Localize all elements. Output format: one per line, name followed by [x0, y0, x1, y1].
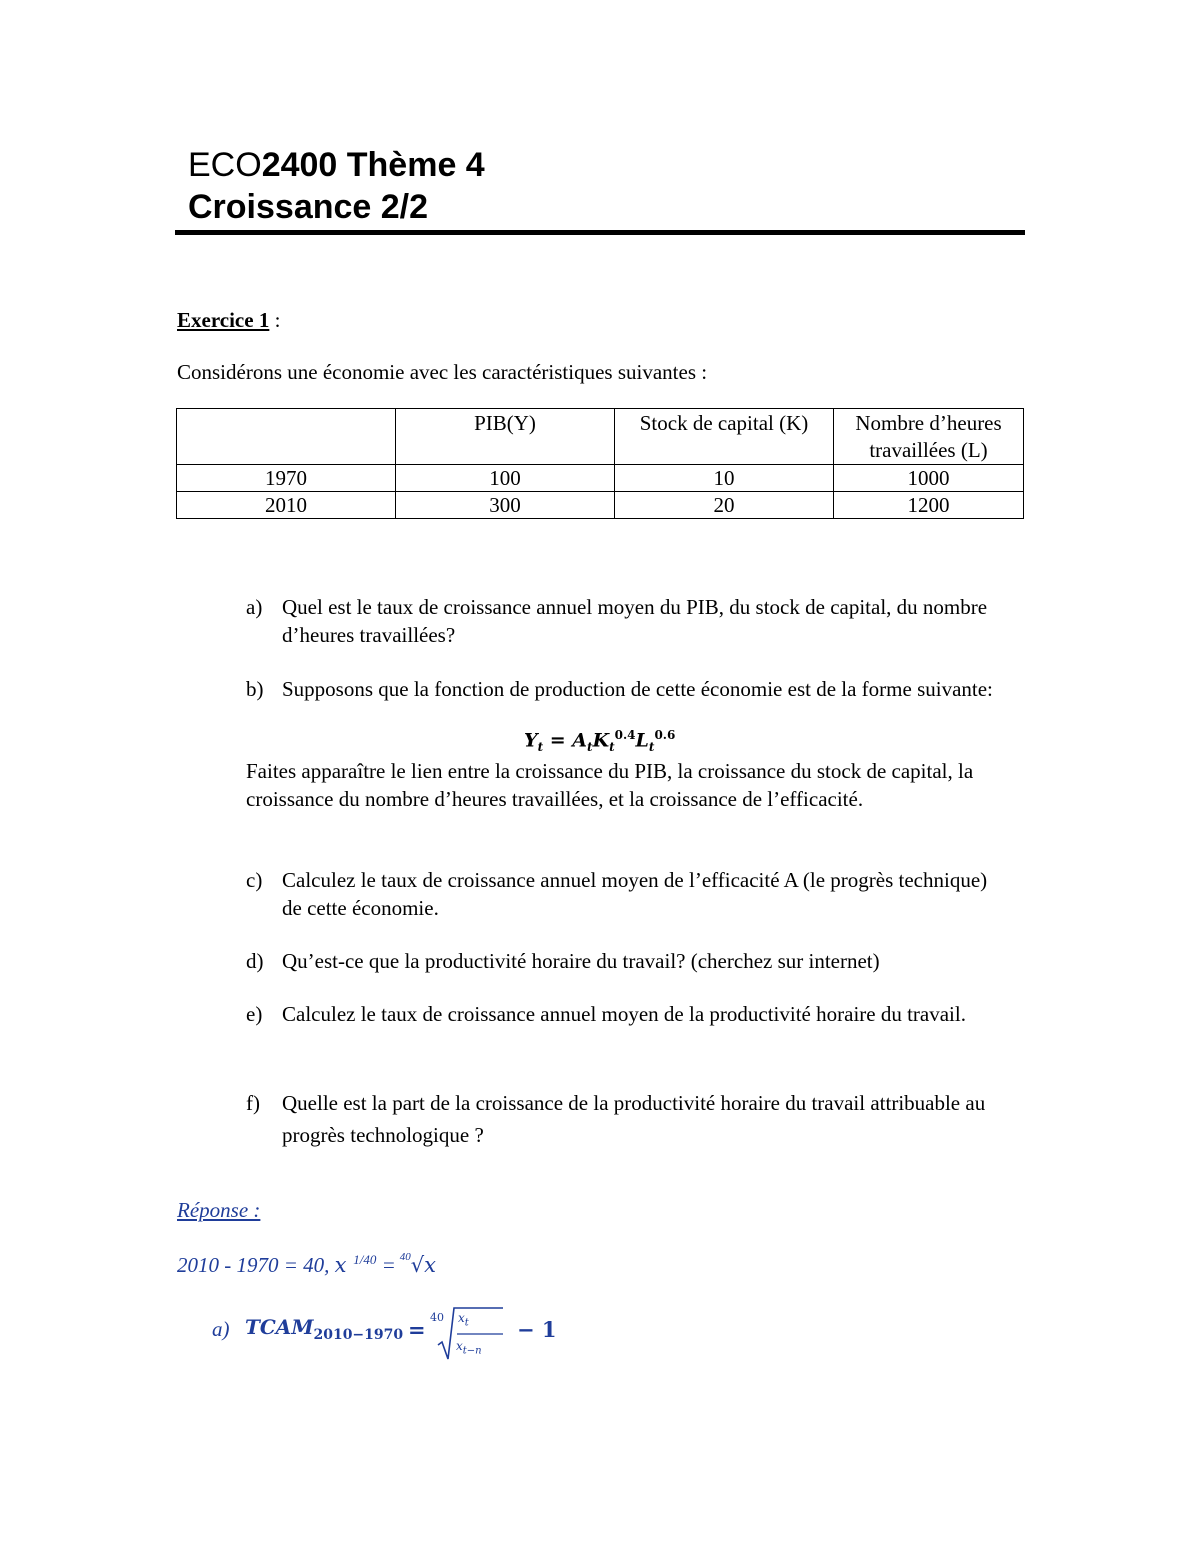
formula-exp-k: 0.4 — [614, 728, 636, 742]
question-text: Quel est le taux de croissance annuel moyen du PIB, du stock de capital, du nombre d’heures travaillées? — [282, 595, 988, 647]
formula-sub: t — [587, 740, 593, 755]
question-a — [246, 593, 1006, 649]
table-cell: 10 — [615, 465, 834, 492]
title-prefix: ECO — [188, 146, 262, 184]
title-rule — [175, 230, 1025, 235]
den-sub: t−n — [462, 1345, 482, 1357]
minus-one: − 1 — [517, 1317, 557, 1342]
exercise-heading-suffix: : — [269, 308, 281, 332]
tcam-eq: = — [408, 1317, 426, 1342]
question-text: Calculez le taux de croissance annuel moyen de l’efficacité A (le progrès technique) de cette économie. — [282, 868, 988, 920]
question-label: f) — [246, 1091, 260, 1115]
page-title — [188, 140, 485, 226]
question-text: Qu’est-ce que la productivité horaire du travail? (cherchez sur internet) — [282, 949, 880, 973]
question-text: Quelle est la part de la croissance de la productivité horaire du travail attribuable au progrès technologique ? — [282, 1091, 986, 1147]
table-header-cell — [177, 409, 396, 465]
table-cell: 300 — [396, 492, 615, 519]
formula-k: K — [592, 729, 610, 752]
table-header-cell: Stock de capital (K) — [615, 409, 834, 465]
root-index: 40 — [399, 1251, 411, 1263]
table-cell: 20 — [615, 492, 834, 519]
exercise-intro: Considérons une économie avec les caractéristiques suivantes : — [177, 360, 708, 384]
question-label: d) — [246, 949, 264, 973]
table-row — [177, 465, 1024, 492]
tcam-text: TCAM — [245, 1315, 314, 1339]
question-label: e) — [246, 1002, 263, 1026]
response-x: x — [334, 1253, 354, 1277]
response-a-label: a) — [212, 1317, 230, 1341]
root-var: √x — [410, 1253, 436, 1277]
response-heading: Réponse : — [177, 1198, 261, 1222]
question-b — [246, 675, 1006, 703]
formula-exp-l: 0.6 — [654, 728, 676, 742]
question-label: a) — [246, 595, 263, 619]
response-line-2 — [212, 1305, 612, 1365]
response-eq: = — [376, 1253, 396, 1277]
table-cell: 1200 — [834, 492, 1024, 519]
num-sub: t — [464, 1317, 469, 1329]
formula-l: L — [635, 729, 649, 752]
data-table — [176, 408, 1024, 519]
question-c — [246, 866, 1006, 922]
formula-eq: = — [549, 729, 566, 752]
table-cell: 2010 — [177, 492, 396, 519]
title-course: 2400 Thème 4 — [261, 146, 485, 184]
table-header-cell: Nombre d’heures travaillées (L) — [834, 409, 1024, 465]
question-label: b) — [246, 677, 264, 701]
table-row — [177, 492, 1024, 519]
table-cell: 1970 — [177, 465, 396, 492]
formula-sub: t — [609, 740, 615, 755]
question-text: Calculez le taux de croissance annuel moyen de la productivité horaire du travail. — [282, 1002, 966, 1026]
question-d — [246, 947, 1006, 975]
response-line-1 — [177, 1251, 436, 1278]
response-exp: 1/40 — [353, 1252, 377, 1267]
tcam-symbol — [245, 1315, 403, 1343]
root-index: 40 — [430, 1311, 444, 1324]
question-e — [246, 1000, 1006, 1028]
table-cell: 1000 — [834, 465, 1024, 492]
title-line-2: Croissance 2/2 — [188, 188, 429, 226]
response-years: 2010 - 1970 = 40, — [177, 1253, 335, 1277]
table-header-cell: PIB(Y) — [396, 409, 615, 465]
fraction-numerator — [458, 1311, 469, 1328]
question-f — [246, 1087, 1006, 1151]
question-label: c) — [246, 868, 263, 892]
den-var: x — [456, 1339, 463, 1353]
exercise-heading-label: Exercice 1 — [177, 308, 270, 332]
question-b-continuation: Faites apparaître le lien entre la croissance du PIB, la croissance du stock de capital, la croissance du nombre d’heures travaillées, et la croissance de l’efficacité. — [246, 759, 974, 811]
tcam-sub: 2010−1970 — [313, 1327, 404, 1343]
fraction-denominator — [456, 1339, 482, 1356]
num-var: x — [458, 1311, 465, 1325]
question-text: Supposons que la fonction de production de cette économie est de la forme suivante: — [282, 677, 993, 701]
formula-y: Y — [524, 729, 538, 752]
formula-sub: t — [648, 740, 655, 755]
formula-sub: t — [537, 740, 544, 755]
exercise-heading — [177, 308, 280, 333]
table-header-row — [177, 409, 1024, 465]
table-cell: 100 — [396, 465, 615, 492]
formula-a: A — [572, 729, 588, 752]
production-function-formula — [524, 728, 675, 754]
